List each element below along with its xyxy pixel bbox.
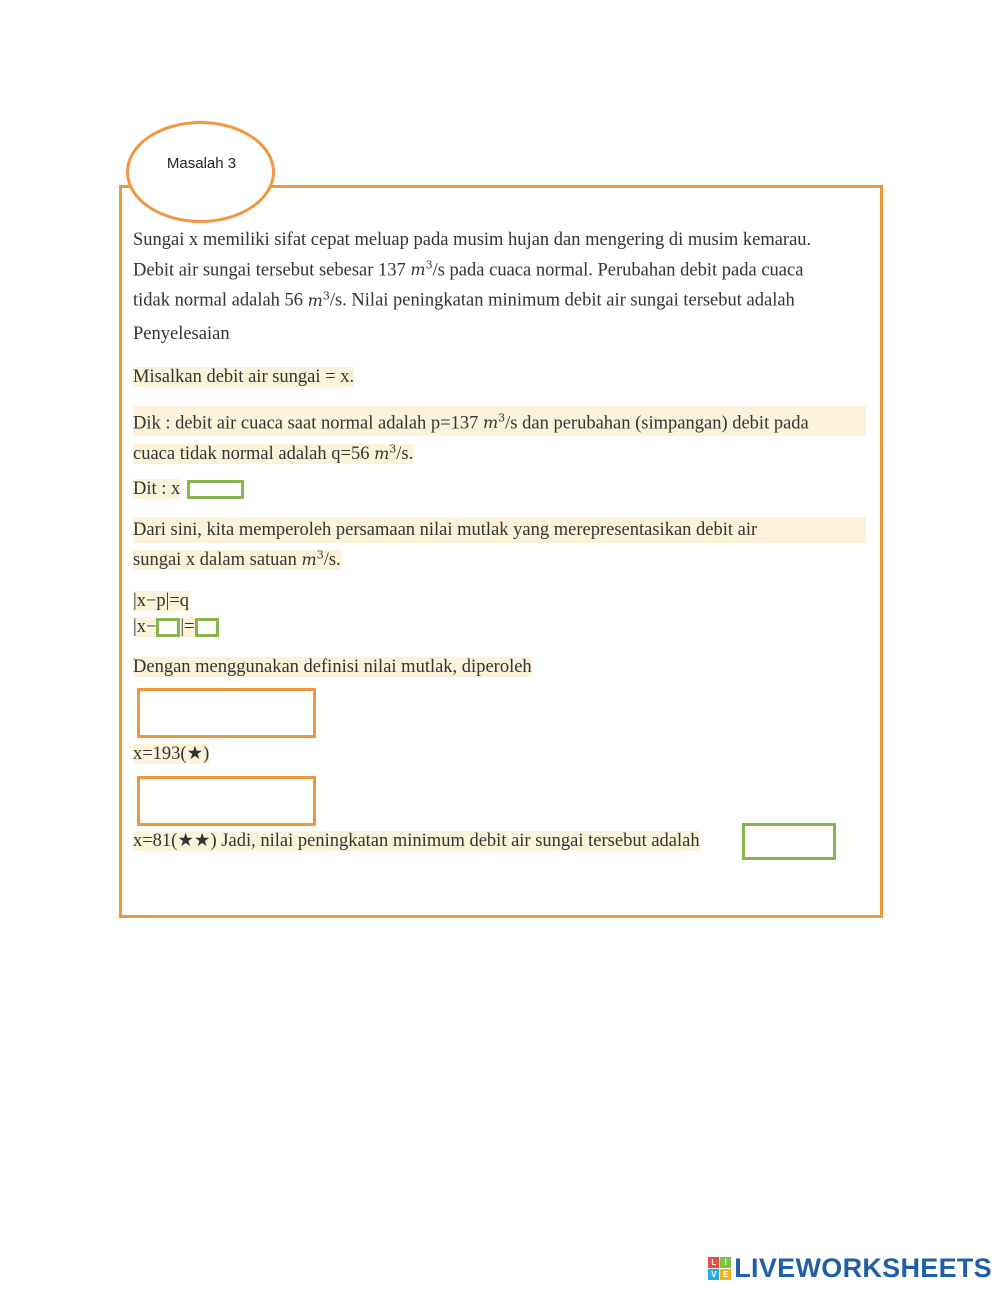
answer-box-asked[interactable] — [187, 480, 244, 499]
answer-box-case-1[interactable] — [137, 688, 316, 738]
answer-box-p[interactable] — [156, 618, 180, 637]
problem-line-2: Debit air sungai tersebut sebesar 137 $m^3/s$ pada cuaca normal. Perubahan debit pada cuaca — [133, 259, 804, 281]
liveworksheets-logo — [708, 1253, 992, 1284]
equation-1: |x−p|=q — [133, 591, 190, 611]
result-1: x=193(★) — [133, 744, 210, 764]
problem-line-3: tidak normal adalah 56 $m^3/s$. Nilai peningkatan minimum debit air sungai tersebut adalah — [133, 289, 795, 311]
badge-label: Masalah 3 — [166, 154, 237, 172]
derive-statement: Dari sini, kita memperoleh persamaan nilai mutlak yang merepresentasikan debit air sungai x dalam satuan $m^3/s$. — [133, 517, 866, 573]
answer-box-q[interactable] — [195, 618, 219, 637]
result-2: x=81(★★) Jadi, nilai peningkatan minimum debit air sungai tersebut adalah — [133, 831, 700, 851]
answer-box-final[interactable] — [742, 823, 836, 860]
brand-name: LIVEWORKSHEETS — [734, 1253, 992, 1283]
problem-badge — [126, 121, 275, 223]
definition-statement: Dengan menggunakan definisi nilai mutlak, diperoleh — [133, 657, 532, 677]
let-statement: Misalkan debit air sungai = x. — [133, 367, 355, 387]
problem-statement — [133, 227, 866, 314]
answer-box-case-2[interactable] — [137, 776, 316, 826]
equation-2: |x− |= — [133, 614, 866, 640]
given-statement: Dik : debit air cuaca saat normal adalah p=137 $m^3/s$ dan perubahan (simpangan) debit pada cuaca tidak normal adalah q=56 $m^3/s$. — [133, 406, 866, 467]
problem-line-1: Sungai x memiliki sifat cepat meluap pada musim hujan dan mengering di musim kemarau. — [133, 230, 812, 250]
solution-heading: Penyelesaian — [133, 324, 230, 344]
logo-icon: L I V E — [708, 1257, 731, 1280]
asked-statement: Dit : x — [133, 476, 866, 502]
